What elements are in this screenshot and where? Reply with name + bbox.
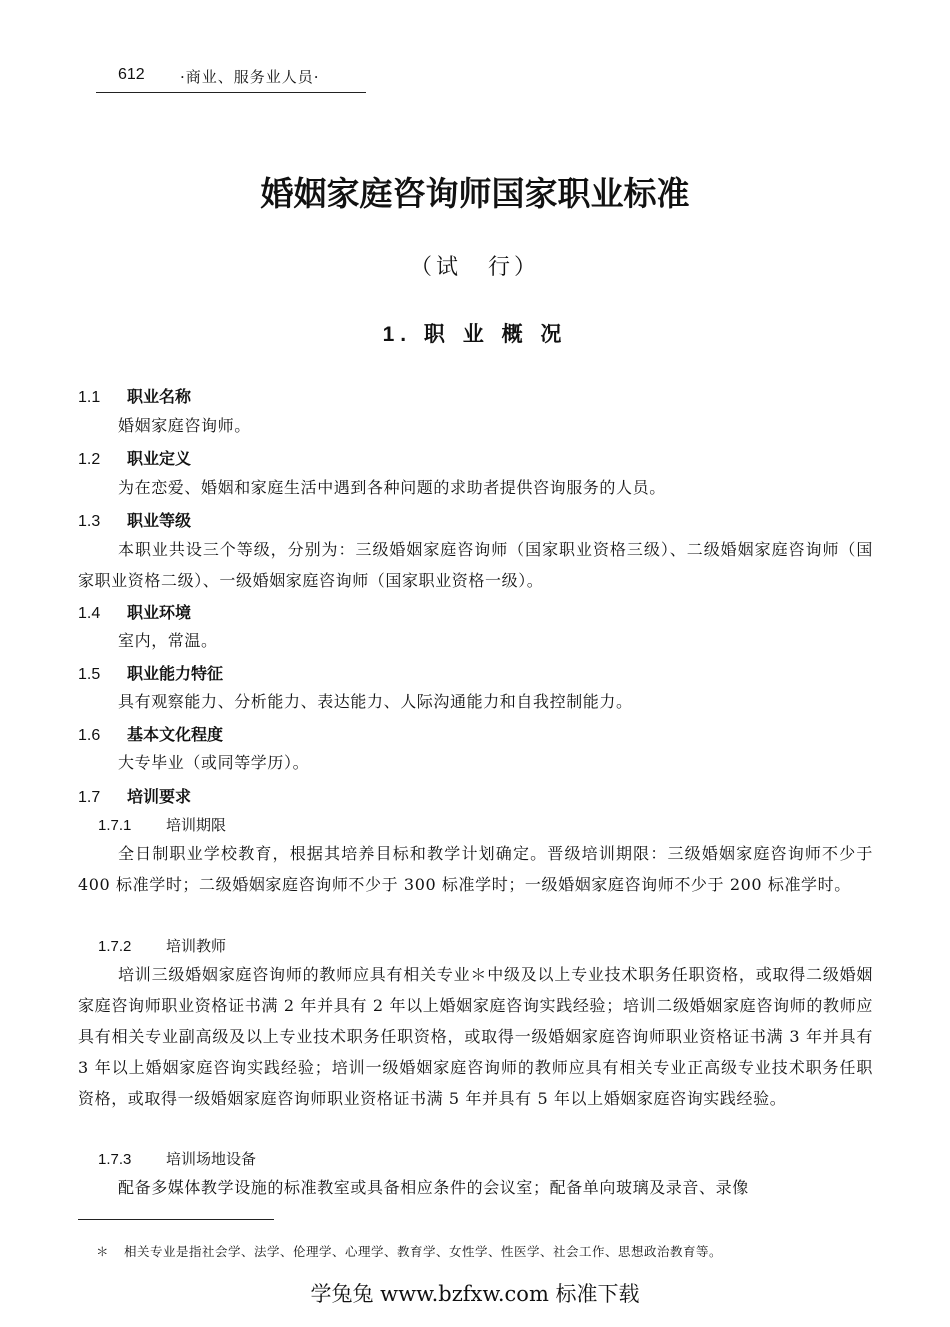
document-title: 婚姻家庭咨询师国家职业标准 <box>260 174 690 213</box>
footnote-text: 相关专业是指社会学、法学、伦理学、心理学、教育学、女性学、性医学、社会工作、思想政治教育等。 <box>124 1244 723 1259</box>
section-title: 基本文化程度 <box>127 727 224 744</box>
section-heading <box>78 600 191 623</box>
subsection-number: 1.7.2 <box>98 938 132 955</box>
subsection-number: 1.7.3 <box>98 1151 132 1168</box>
document-subtitle: （试 行） <box>409 255 540 280</box>
section-title: 培训要求 <box>127 789 192 806</box>
section-heading <box>78 384 191 407</box>
subsection-title: 培训教师 <box>166 937 227 955</box>
section-heading <box>78 784 191 807</box>
subsection-body: 全日制职业学校教育，根据其培养目标和教学计划确定。晋级培训期限：三级婚姻家庭咨询师不少于 400 标准学时；二级婚姻家庭咨询师不少于 300 标准学时；一级婚姻家庭咨询师不少于 200 标准学时。 <box>78 844 873 894</box>
section-heading <box>78 661 223 684</box>
section-number: 1.4 <box>78 605 101 622</box>
header-rule <box>96 92 366 93</box>
page-number: 612 <box>118 66 145 83</box>
footnote-mark: ＊ <box>96 1244 110 1259</box>
subsection-heading <box>98 1148 256 1169</box>
section-number: 1.2 <box>78 451 101 468</box>
footnote-rule <box>78 1219 274 1220</box>
section-body: 本职业共设三个等级，分别为：三级婚姻家庭咨询师（国家职业资格三级）、二级婚姻家庭咨询师（国家职业资格二级）、一级婚姻家庭咨询师（国家职业资格一级）。 <box>78 540 873 590</box>
watermark-footer: 学兔兔 www.bzfxw.com 标准下载 <box>310 1282 640 1306</box>
section-number: 1.1 <box>78 389 101 406</box>
section-number: 1.5 <box>78 666 101 683</box>
subsection-heading <box>98 935 226 956</box>
section-title: 职业能力特征 <box>127 666 224 683</box>
subsection-heading <box>98 814 226 835</box>
section-title: 职业等级 <box>127 513 192 530</box>
subsection-body: 配备多媒体教学设施的标准教室或具备相应条件的会议室；配备单向玻璃及录音、录像 <box>118 1178 749 1197</box>
section-body: 大专毕业（或同等学历）。 <box>118 753 310 772</box>
section-body: 婚姻家庭咨询师。 <box>118 416 251 435</box>
section-number: 1.7 <box>78 789 101 806</box>
section-number: 1.6 <box>78 727 101 744</box>
section-heading <box>78 722 223 745</box>
subsection-body: 培训三级婚姻家庭咨询师的教师应具有相关专业＊中级及以上专业技术职务任职资格，或取得二级婚姻家庭咨询师职业资格证书满 2 年并具有 2 年以上婚姻家庭咨询实践经验；培训二级婚姻家庭咨询师的教师应具有相关专业副高级及以上专业技术职务任职资格，或取得一级婚姻家庭咨询师职业资格证书满 3 年并具有 3 年以上婚姻家庭咨询实践经验；培训一级婚姻家庭咨询师的教师应具有相关专业正高级专业技术职务任职资格，或取得一级婚姻家庭咨询师职业资格证书满 5 年并具有 5 年以上婚姻家庭咨询实践经验。 <box>78 965 873 1108</box>
section-title: 职业定义 <box>127 451 192 468</box>
section-number: 1.3 <box>78 513 101 530</box>
section-heading <box>78 446 191 469</box>
subsection-title: 培训期限 <box>166 816 227 834</box>
section-body: 室内，常温。 <box>118 631 218 650</box>
section-body: 具有观察能力、分析能力、表达能力、人际沟通能力和自我控制能力。 <box>118 692 633 711</box>
section-heading <box>78 508 191 531</box>
section-title: 职业名称 <box>127 389 192 406</box>
section-title: 职业环境 <box>127 605 192 622</box>
running-header: ·商业、服务业人员· <box>180 68 320 86</box>
chapter-title: 1. 职 业 概 况 <box>382 323 568 346</box>
footnote <box>96 1242 722 1260</box>
subsection-number: 1.7.1 <box>98 817 132 834</box>
section-body: 为在恋爱、婚姻和家庭生活中遇到各种问题的求助者提供咨询服务的人员。 <box>118 478 666 497</box>
subsection-title: 培训场地设备 <box>166 1150 257 1168</box>
